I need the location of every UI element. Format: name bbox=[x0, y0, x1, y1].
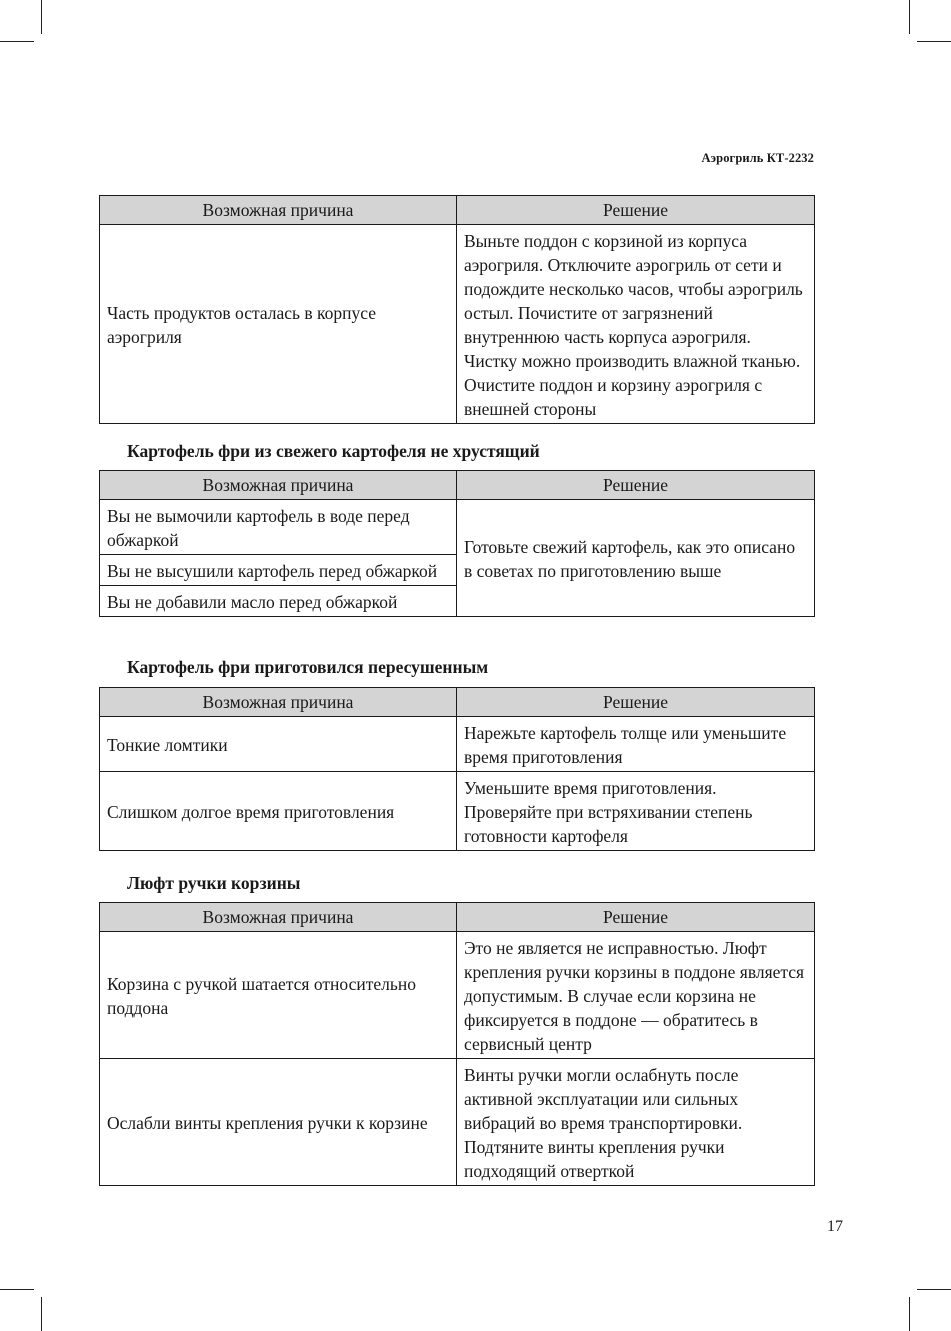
solution-cell: Нарежьте картофель толще или уменьшите время приготовления bbox=[457, 717, 815, 772]
solution-cell: Винты ручки могли ослабнуть после активной эксплуатации или сильных вибраций во время транспортировки. Подтяните винты крепления ручки подходящий отверткой bbox=[457, 1059, 815, 1186]
crop-mark bbox=[0, 41, 34, 42]
column-header-solution: Решение bbox=[457, 903, 815, 932]
cause-cell: Вы не добавили масло перед обжаркой bbox=[100, 586, 457, 617]
column-header-solution: Решение bbox=[457, 471, 815, 500]
cause-cell: Часть продуктов осталась в корпусе аэрогриля bbox=[100, 225, 457, 424]
table-row bbox=[100, 932, 815, 1059]
section-heading: Люфт ручки корзины bbox=[127, 873, 301, 893]
cause-cell: Слишком долгое время приготовления bbox=[100, 772, 457, 851]
section-heading: Картофель фри приготовился пересушенным bbox=[127, 657, 489, 677]
table-row bbox=[100, 1059, 815, 1186]
column-header-cause: Возможная причина bbox=[100, 471, 457, 500]
column-header-cause: Возможная причина bbox=[100, 903, 457, 932]
table-header-row bbox=[100, 196, 815, 225]
troubleshooting-table-2 bbox=[99, 470, 815, 617]
crop-mark bbox=[917, 41, 951, 42]
page-number: 17 bbox=[827, 1218, 843, 1235]
section-heading: Картофель фри из свежего картофеля не хрустящий bbox=[127, 441, 540, 461]
crop-mark bbox=[909, 1297, 910, 1331]
crop-mark bbox=[41, 0, 42, 34]
running-title: Аэрогриль КТ-2232 bbox=[701, 151, 814, 165]
column-header-solution: Решение bbox=[457, 196, 815, 225]
column-header-solution: Решение bbox=[457, 688, 815, 717]
crop-mark bbox=[909, 0, 910, 34]
table-header-row bbox=[100, 903, 815, 932]
solution-cell: Уменьшите время приготовления. Проверяйте при встряхивании степень готовности картофеля bbox=[457, 772, 815, 851]
crop-mark bbox=[41, 1297, 42, 1331]
table-header-row bbox=[100, 471, 815, 500]
troubleshooting-table-4 bbox=[99, 902, 815, 1186]
table-row bbox=[100, 225, 815, 424]
cause-cell: Вы не высушили картофель перед обжаркой bbox=[100, 555, 457, 586]
shared-solution-cell: Готовьте свежий картофель, как это описано в советах по приготовлению выше bbox=[457, 500, 815, 617]
troubleshooting-table-1 bbox=[99, 195, 815, 424]
cause-cell: Корзина с ручкой шатается относительно поддона bbox=[100, 932, 457, 1059]
table-header-row bbox=[100, 688, 815, 717]
cause-cell: Ослабли винты крепления ручки к корзине bbox=[100, 1059, 457, 1186]
column-header-cause: Возможная причина bbox=[100, 688, 457, 717]
solution-cell: Это не является не исправностью. Люфт крепления ручки корзины в поддоне является допустимым. В случае если корзина не фиксируется в поддоне — обратитесь в сервисный центр bbox=[457, 932, 815, 1059]
solution-cell: Выньте поддон с корзиной из корпуса аэрогриля. Отключите аэрогриль от сети и подождите несколько часов, чтобы аэрогриль остыл. Почистите от загрязнений внутреннюю часть корпуса аэрогриля. Чистку можно производить влажной тканью. Очистите поддон и корзину аэрогриля с внешней стороны bbox=[457, 225, 815, 424]
cause-cell: Вы не вымочили картофель в воде перед обжаркой bbox=[100, 500, 457, 555]
column-header-cause: Возможная причина bbox=[100, 196, 457, 225]
table-row bbox=[100, 500, 815, 555]
table-row bbox=[100, 772, 815, 851]
crop-mark bbox=[0, 1289, 34, 1290]
table-row bbox=[100, 717, 815, 772]
troubleshooting-table-3 bbox=[99, 687, 815, 851]
crop-mark bbox=[917, 1289, 951, 1290]
cause-cell: Тонкие ломтики bbox=[100, 717, 457, 772]
